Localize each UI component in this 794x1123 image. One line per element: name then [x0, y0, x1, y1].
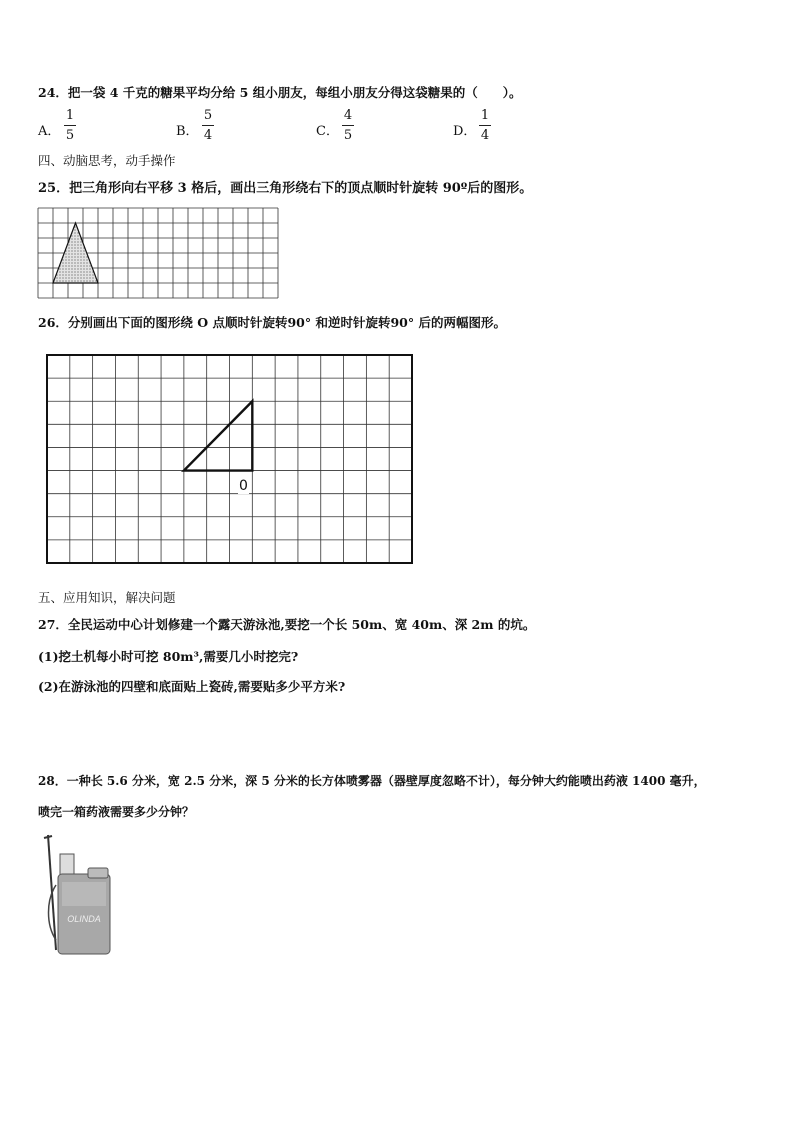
option-fraction — [479, 108, 491, 143]
option-fraction — [202, 108, 214, 143]
right-triangle — [184, 401, 252, 470]
option-fraction — [64, 108, 76, 143]
fraction-numerator: 4 — [343, 108, 353, 123]
fraction-denominator: 5 — [343, 128, 353, 143]
option-label: B． — [176, 124, 199, 139]
q27-text: 27．全民运动中心计划修建一个露天游泳池,要挖一个长 50m、宽 40m、深 2m 的坑。 — [38, 617, 536, 632]
fraction-denominator: 4 — [203, 128, 213, 143]
q25-text: 25．把三角形向右平移 3 格后，画出三角形绕右下的顶点顺时针旋转 90º后的图形。 — [38, 181, 533, 196]
fraction-denominator: 4 — [480, 128, 490, 143]
q26-text: 26．分别画出下面的图形绕 O 点顺时针旋转90° 和逆时针旋转90° 后的两幅图形。 — [38, 315, 506, 330]
q28-line1: 28．一种长 5.6 分米，宽 2.5 分米，深 5 分米的长方体喷雾器（器壁厚度忽略不计），每分钟大约能喷出药液 1400 毫升， — [38, 774, 706, 788]
q25-grid-figure — [38, 208, 278, 298]
fraction-denominator: 5 — [65, 128, 75, 143]
sprayer-illustration — [38, 830, 118, 960]
fraction-numerator: 5 — [203, 108, 213, 123]
q24-text: 24．把一袋 4 千克的糖果平均分给 5 组小朋友，每组小朋友分得这袋糖果的（ ）。 — [38, 85, 522, 100]
option-label: A． — [38, 124, 61, 139]
option-label: C． — [316, 124, 339, 139]
q27-sub1: (1)挖土机每小时可挖 80m³,需要几小时挖完? — [38, 649, 299, 664]
q26-grid-figure — [47, 355, 412, 563]
tank-lid — [88, 868, 108, 878]
option-label: D． — [453, 124, 477, 139]
fraction-numerator: 1 — [65, 108, 75, 123]
section-5-heading: 五、应用知识，解决问题 — [38, 590, 176, 605]
section-4-heading: 四、动脑思考，动手操作 — [38, 153, 176, 168]
q27-sub2: (2)在游泳池的四壁和底面贴上瓷砖,需要贴多少平方米? — [38, 679, 346, 694]
point-o-label: 0 — [239, 478, 248, 494]
option-fraction — [342, 108, 354, 143]
sprayer-brand: OLINDA — [67, 914, 101, 924]
fraction-numerator: 1 — [480, 108, 490, 123]
q28-line2: 喷完一箱药液需要多少分钟？ — [38, 805, 195, 819]
